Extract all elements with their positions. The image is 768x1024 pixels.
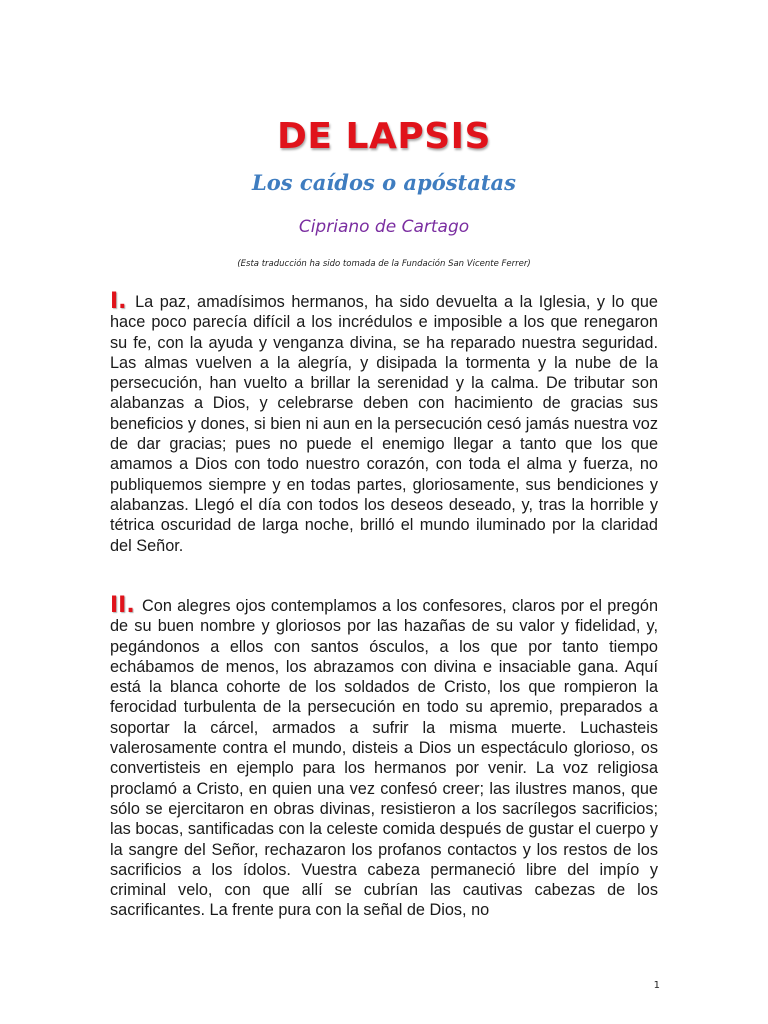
page-number: 1: [653, 980, 660, 991]
translation-note: (Esta traducción ha sido tomada de la Fundación San Vicente Ferrer): [237, 259, 531, 269]
document-author: Cipriano de Cartago: [298, 217, 470, 237]
paragraph-text: La paz, amadísimos hermanos, ha sido devuelta a la Iglesia, y lo que hace poco parecía difícil a los incrédulos e imposible a los que renegaron su fe, con la ayuda y venganza divina, se ha reparado nuestra seguridad. Las almas vuelven a la alegría, y disipada la tormenta y la nube de la persecución, han vuelto a brillar la serenidad y la calma. De tributar son alabanzas a Dios, y celebrarse deben con hacimiento de gracias sus beneficios y dones, si bien ni aun en la persecución cesó jamás nuestra voz de dar gracias; pues no puede el enemigo llegar a tanto que los que amamos a Dios con todo nuestro corazón, con toda el alma y fuerza, no publiquemos siempre y en todas partes, gloriosamente, sus bendiciones y alabanzas. Llegó el día con todos los deseos deseado, y, tras la horrible y tétrica oscuridad de larga noche, brilló el mundo iluminado por la claridad del Señor.: [110, 293, 658, 555]
paragraph-1: [110, 289, 658, 556]
paragraph-numeral: II.: [110, 593, 135, 618]
document-title: DE LAPSIS: [277, 116, 491, 157]
paragraph-2: [110, 593, 658, 921]
paragraph-numeral: I.: [110, 289, 127, 314]
paragraph-text: Con alegres ojos contemplamos a los confesores, claros por el pregón de su buen nombre y gloriosos por las hazañas de su valor y fidelidad, y, pegándonos a ellos con santos ósculos, a los que por tanto tiempo echábamos de menos, los abrazamos con divina e insaciable gana. Aquí está la blanca cohorte de los soldados de Cristo, los que rompieron la ferocidad turbulenta de la persecución en todo su apremio, preparados a soportar la cárcel, armados a sufrir la misma muerte. Luchasteis valerosamente contra el mundo, disteis a Dios un espectáculo glorioso, os convertisteis en ejemplo para los hermanos por venir. La voz religiosa proclamó a Cristo, en quien una vez confesó creer; las ilustres manos, que sólo se ejercitaron en obras divinas, resistieron a los sacrílegos sacrificios; las bocas, santificadas con la celeste comida después de gustar el cuerpo y la sangre del Señor, rechazaron los profanos contactos y los restos de los sacrificios a los ídolos. Vuestra cabeza permaneció libre del impío y criminal velo, con que allí se cubrían las cautivas cabezas de los sacrificantes. La frente pura con la señal de Dios, no: [110, 597, 658, 920]
document-subtitle: Los caídos o apóstatas: [252, 170, 516, 195]
